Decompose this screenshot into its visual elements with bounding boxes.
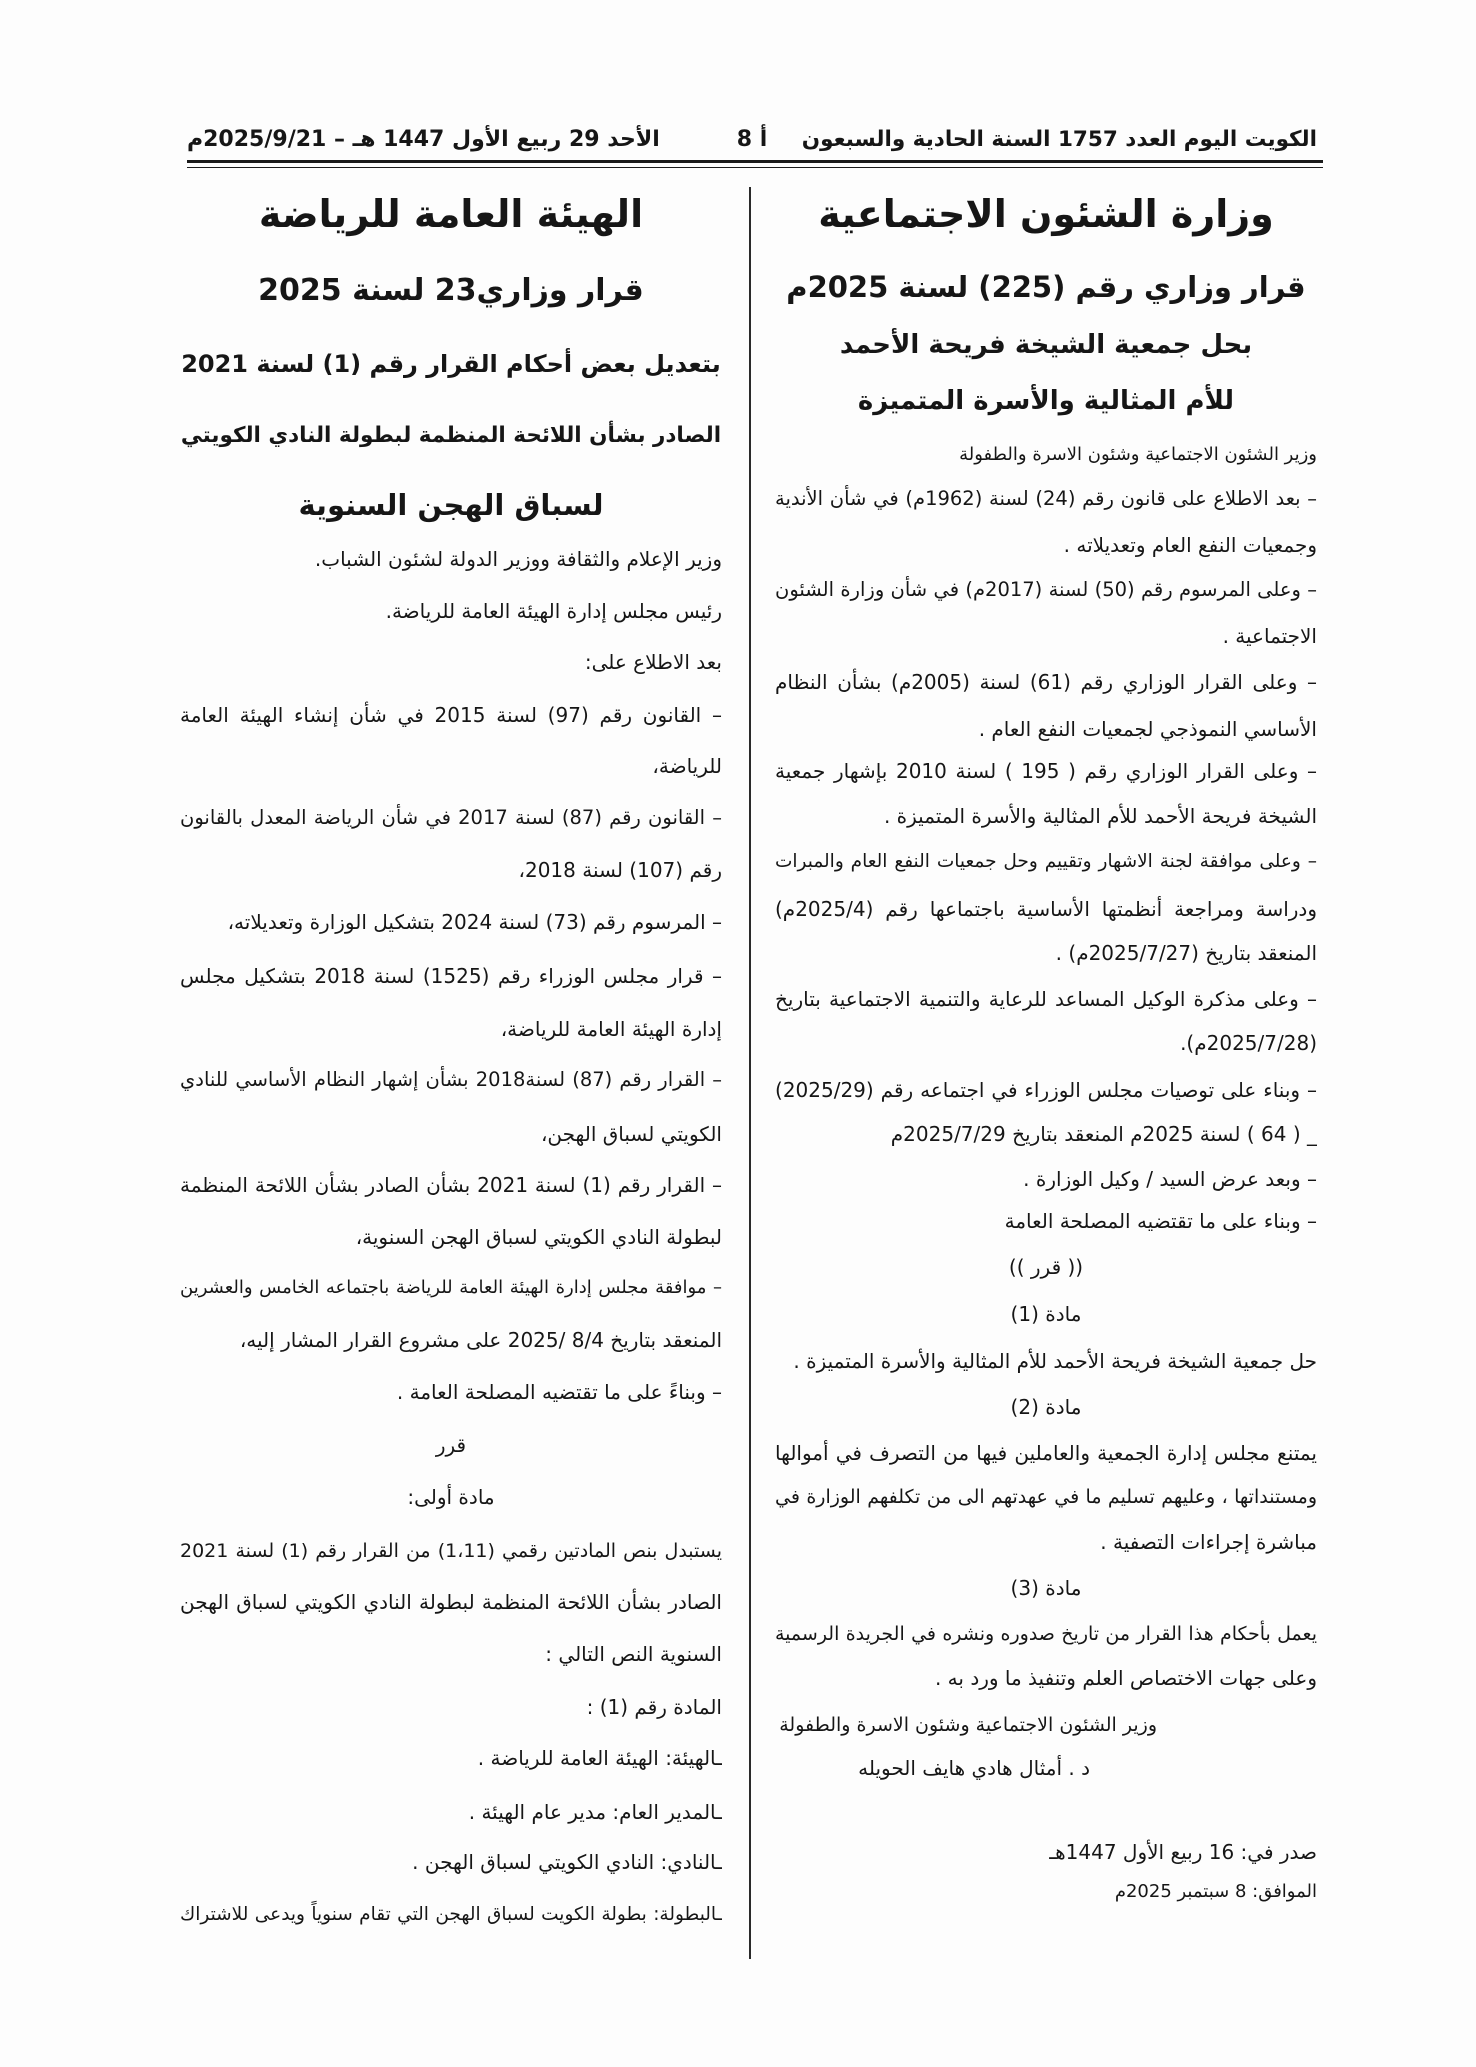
decision-subject-line: للأم المثالية والأسرة المتميزة [857, 386, 1235, 416]
preamble-line: – بعد الاطلاع على قانون رقم (24) لسنة (1962م) في شأن الأندية [775, 487, 1317, 510]
article-text: يعمل بأحكام هذا القرار من تاريخ صدوره ونشره في الجريدة الرسمية [775, 1623, 1317, 1645]
preamble-line: – القانون رقم (87) لسنة 2017 في شأن الرياضة المعدل بالقانون [180, 806, 722, 829]
preamble-line: _ ( 64 ) لسنة 2025م المنعقد بتاريخ 2025/7/29م [890, 1122, 1317, 1146]
preamble-line: رقم (107) لسنة 2018، [518, 858, 722, 882]
preamble-line: ودراسة ومراجعة أنظمتها الأساسية باجتماعها رقم (2025/4م) [775, 897, 1317, 921]
after-review-label: بعد الاطلاع على: [584, 650, 722, 674]
preamble-line: – وعلى مذكرة الوكيل المساعد للرعاية والتنمية الاجتماعية بتاريخ [775, 987, 1317, 1011]
definition-line: ـالمدير العام: مدير عام الهيئة . [468, 1800, 722, 1824]
preamble-line: – القرار رقم (87) لسنة2018 بشأن إشهار النظام الأساسي للنادي [180, 1068, 722, 1091]
definition-line: ـالهيئة: الهيئة العامة للرياضة . [477, 1746, 722, 1770]
definition-line: ـالنادي: النادي الكويتي لسباق الهجن . [412, 1850, 722, 1874]
column-divider [749, 187, 751, 1959]
signature-name: د . أمثال هادي هايف الحويله [858, 1756, 1090, 1780]
article-text: حل جمعية الشيخة فريحة الأحمد للأم المثالية والأسرة المتميزة . [793, 1349, 1317, 1373]
issuer-line: رئيس مجلس إدارة الهيئة العامة للرياضة. [385, 599, 722, 623]
article-text: ومستنداتها ، وعليهم تسليم ما في عهدتهم الى من تكلفهم الوزارة في [775, 1486, 1317, 1508]
article-text: يمتنع مجلس إدارة الجمعية والعاملين فيها من التصرف في أموالها [775, 1441, 1317, 1465]
preamble-line: – وعلى المرسوم رقم (50) لسنة (2017م) في شأن وزارة الشئون [775, 578, 1317, 601]
header-rule-thick [187, 160, 1323, 163]
authority-title: الهيئة العامة للرياضة [258, 192, 644, 236]
article-number: المادة رقم (1) : [586, 1695, 722, 1719]
preamble-line: – موافقة مجلس إدارة الهيئة العامة للرياضة باجتماعه الخامس والعشرين [180, 1277, 722, 1298]
signature-title: وزير الشئون الاجتماعية وشئون الاسرة والطفولة [779, 1714, 1157, 1736]
preamble-line: – وعلى موافقة لجنة الاشهار وتقييم وحل جمعيات النفع العام والمبرات [775, 851, 1317, 872]
preamble-line: – وبناء على ما تقتضيه المصلحة العامة [1004, 1209, 1317, 1233]
article-text: السنوية النص التالي : [545, 1642, 722, 1666]
preamble-line: الأساسي النموذجي لجمعيات النفع العام . [978, 717, 1317, 741]
preamble-line: الكويتي لسباق الهجن، [540, 1122, 722, 1146]
issuer-line: وزير الشئون الاجتماعية وشئون الاسرة والطفولة [959, 444, 1317, 465]
preamble-line: الاجتماعية . [1222, 624, 1317, 648]
article-heading: مادة (3) [1010, 1576, 1082, 1600]
ministry-title: وزارة الشئون الاجتماعية [818, 192, 1274, 236]
article-text: الصادر بشأن اللائحة المنظمة لبطولة النادي الكويتي لسباق الهجن [180, 1590, 722, 1614]
decision-title: قرار وزاري رقم (225) لسنة 2025م [786, 270, 1306, 304]
preamble-line: المنعقد بتاريخ (2025/7/27م) . [1055, 941, 1317, 965]
issued-date-gregorian: الموافق: 8 سبتمبر 2025م [1114, 1881, 1317, 1902]
preamble-line: إدارة الهيئة العامة للرياضة، [500, 1017, 722, 1041]
decree-word: قرر [435, 1433, 467, 1457]
article-text: وعلى جهات الاختصاص العلم وتنفيذ ما ورد به . [934, 1666, 1317, 1690]
article-text: مباشرة إجراءات التصفية . [1100, 1530, 1317, 1554]
preamble-line: – وبناءً على ما تقتضيه المصلحة العامة . [396, 1380, 722, 1404]
preamble-line: – وبعد عرض السيد / وكيل الوزارة . [1023, 1167, 1317, 1191]
preamble-line: – وبناء على توصيات مجلس الوزراء في اجتماعه رقم (2025/29) [775, 1078, 1317, 1102]
header-page-number: أ 8 [736, 127, 768, 152]
decision-title: قرار وزاري23 لسنة 2025 [258, 273, 644, 308]
issuer-line: وزير الإعلام والثقافة ووزير الدولة لشئون الشباب. [314, 547, 722, 571]
header-date: الأحد 29 ربيع الأول 1447 هـ – 2025/9/21م [187, 127, 660, 152]
preamble-line: – قرار مجلس الوزراء رقم (1525) لسنة 2018 بتشكيل مجلس [180, 964, 722, 988]
article-text: يستبدل بنص المادتين رقمي (1،11) من القرار رقم (1) لسنة 2021 [180, 1540, 722, 1562]
preamble-line: – وعلى القرار الوزاري رقم ( 195 ) لسنة 2010 بإشهار جمعية [775, 759, 1317, 783]
header-rule-thin [187, 167, 1323, 168]
definition-line: ـالبطولة: بطولة الكويت لسباق الهجن التي تقام سنوياً ويدعى للاشتراك [180, 1904, 722, 1925]
article-heading: مادة (2) [1010, 1395, 1082, 1419]
preamble-line: – القانون رقم (97) لسنة 2015 في شأن إنشاء الهيئة العامة [180, 703, 722, 727]
header-issue-info: الكويت اليوم العدد 1757 السنة الحادية والسبعون [801, 127, 1317, 152]
issued-date-hijri: صدر في: 16 ربيع الأول 1447هـ [1049, 1840, 1317, 1864]
preamble-line: – القرار رقم (1) لسنة 2021 بشأن الصادر بشأن اللائحة المنظمة [180, 1173, 722, 1197]
preamble-line: (2025/7/28م). [1180, 1031, 1317, 1055]
decree-word: (( قرر )) [1008, 1255, 1084, 1279]
preamble-line: وجمعيات النفع العام وتعديلاته . [1063, 533, 1317, 557]
preamble-line: لبطولة النادي الكويتي لسباق الهجن السنوية، [355, 1225, 722, 1249]
decision-subject-line: الصادر بشأن اللائحة المنظمة لبطولة النادي الكويتي [180, 423, 722, 448]
preamble-line: للرياضة، [652, 754, 722, 778]
preamble-line: المنعقد بتاريخ 8/4 /2025 على مشروع القرار المشار إليه، [239, 1328, 722, 1352]
decision-subject-line: بتعديل بعض أحكام القرار رقم (1) لسنة 2021 [181, 350, 721, 378]
decision-subject-line: بحل جمعية الشيخة فريحة الأحمد [839, 330, 1253, 360]
preamble-line: الشيخة فريحة الأحمد للأم المثالية والأسرة المتميزة . [883, 804, 1317, 828]
article-heading: مادة أولى: [407, 1485, 495, 1509]
decision-subject-line: لسباق الهجن السنوية [298, 488, 604, 522]
preamble-line: – المرسوم رقم (73) لسنة 2024 بتشكيل الوزارة وتعديلاته، [227, 910, 722, 934]
article-heading: مادة (1) [1010, 1302, 1082, 1326]
preamble-line: – وعلى القرار الوزاري رقم (61) لسنة (2005م) بشأن النظام [775, 670, 1317, 694]
